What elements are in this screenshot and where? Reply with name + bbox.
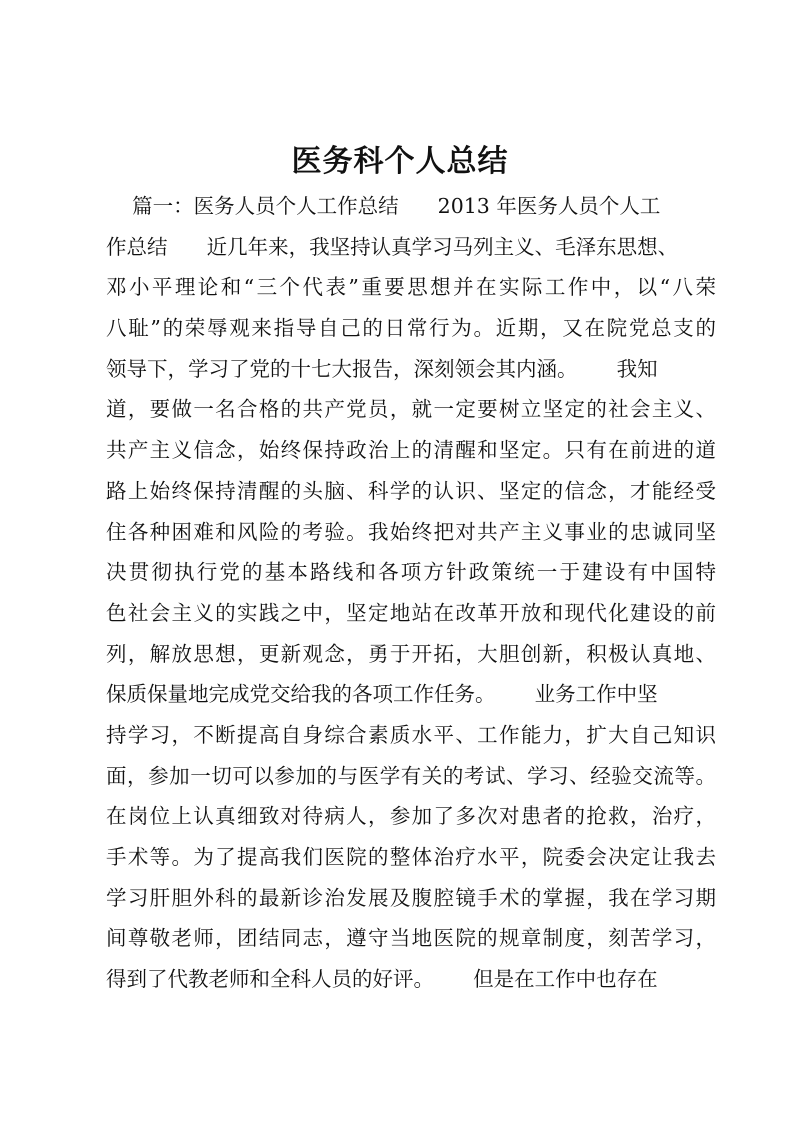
text-line: 道，要做一名合格的共产党员，就一定要树立坚定的社会主义、 (106, 397, 716, 422)
text-line: 篇一：医务人员个人工作总结 2013 年医务人员个人工 (106, 194, 661, 218)
text-line: 作总结 近几年来，我坚持认真学习马列主义、毛泽东思想、 (106, 234, 679, 259)
text-line: 列，解放思想，更新观念，勇于开拓，大胆创新，积极认真地、 (106, 641, 716, 666)
text-line: 决贯彻执行党的基本路线和各项方针政策统一于建设有中国特 (106, 560, 716, 585)
page-title: 医务科个人总结 (291, 144, 509, 179)
text-line: 得到了代教老师和全科人员的好评。 但是在工作中也存在 (106, 967, 658, 992)
text-line: 领导下，学习了党的十七大报告，深刻领会其内涵。 我知 (106, 356, 658, 381)
text-line: 邓小平理论和“三个代表”重要思想并在实际工作中，以“八荣 (106, 275, 716, 300)
text-line: 面，参加一切可以参加的与医学有关的考试、学习、经验交流等。 (106, 763, 716, 788)
text-line: 手术等。为了提高我们医院的整体治疗水平，院委会决定让我去 (106, 845, 716, 869)
text-line: 住各种困难和风险的考验。我始终把对共产主义事业的忠诚同坚 (106, 519, 716, 544)
text-line: 色社会主义的实践之中，坚定地站在改革开放和现代化建设的前 (106, 600, 716, 625)
text-line: 共产主义信念，始终保持政治上的清醒和坚定。只有在前进的道 (106, 438, 716, 463)
text-line: 八耻”的荣辱观来指导自己的日常行为。近期，又在院党总支的 (106, 316, 716, 341)
text-line: 间尊敬老师，团结同志，遵守当地医院的规章制度，刻苦学习， (106, 926, 716, 951)
body-text (106, 186, 716, 1000)
text-line: 保质保量地完成党交给我的各项工作任务。 业务工作中坚 (106, 682, 658, 707)
text-line: 路上始终保持清醒的头脑、科学的认识、坚定的信念，才能经受 (106, 478, 716, 503)
text-line: 在岗位上认真细致对待病人，参加了多次对患者的抢救，治疗， (106, 804, 716, 829)
text-line: 持学习，不断提高自身综合素质水平、工作能力，扩大自己知识 (106, 722, 716, 747)
text-line: 学习肝胆外科的最新诊治发展及腹腔镜手术的掌握，我在学习期 (106, 885, 716, 910)
